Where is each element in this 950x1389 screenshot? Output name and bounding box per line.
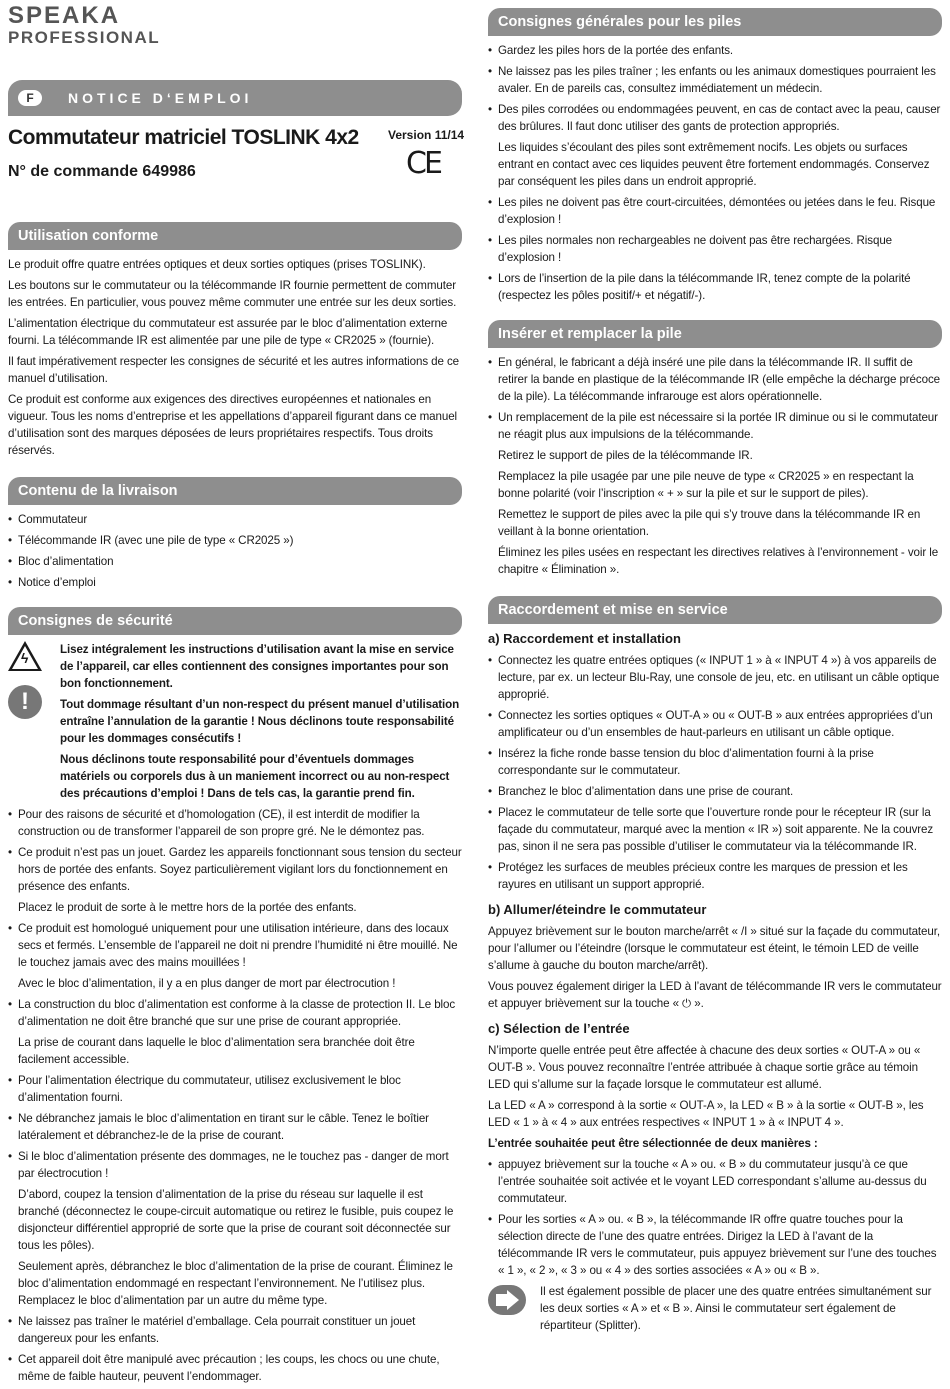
exclamation-icon: !	[8, 685, 42, 719]
section-heading: Raccordement et mise en service	[488, 596, 942, 624]
bold-paragraph: L’entrée souhaitée peut être sélectionnée de deux manières :	[488, 1137, 818, 1150]
list-item: • Ce produit n’est pas un jouet. Gardez les appareils fonctionnant sous tension du secteur hors de portée des enfants. Soyez particulièrement vigilant lors du fonctionnement en présence des enfants.	[8, 844, 462, 895]
notice-banner	[8, 80, 462, 116]
list-item: • Pour les sorties « A » ou. « B », la télécommande IR offre quatre touches pour la sélection directe de l’une des quatre entrées. Dirigez la LED à l’avant de la télécommande IR vers le commutateur, puis appuyez brièvement sur l’une des touches « 1 », « 2 », « 3 » ou « 4 » des sorties associées « A » ou « B ».	[488, 1211, 942, 1279]
list-item: • Commutateur	[8, 511, 462, 528]
list-item: • Un remplacement de la pile est nécessaire si la portée IR diminue ou si le commutateur ne réagit plus aux impulsions de la télécommande.	[488, 409, 942, 443]
list-item: • Connectez les sorties optiques « OUT-A » ou « OUT-B » aux entrées appropriées d’un amplificateur ou d’un ensembles de haut-parleurs en utilisant un câble optique.	[488, 707, 942, 741]
paragraph: Seulement après, débranchez le bloc d’alimentation de la prise de courant. Éliminez le bloc d’alimentation endommagé en respectant l’environnement. Ne l’utilisez plus. Remplacez le bloc d’alimentation par un autre du même type.	[18, 1260, 453, 1307]
list-item: • Pour des raisons de sécurité et d’homologation (CE), il est interdit de modifier la construction ou de transformer l’appareil de son propre gré. Ne le démontez pas.	[8, 806, 462, 840]
list-item: • Protégez les surfaces de meubles précieux contre les marques de pression et les rayures en utilisant un support approprié.	[488, 859, 942, 893]
selection-list	[488, 1156, 942, 1279]
version-label: Version 11/14	[388, 128, 465, 142]
subheading: c) Sélection de l’entrée	[488, 1021, 630, 1036]
notice-title: NOTICE D‘EMPLOI	[68, 90, 253, 106]
paragraph: Retirez le support de piles de la télécommande IR.	[498, 449, 753, 462]
connection-list	[488, 652, 942, 893]
subheading: a) Raccordement et installation	[488, 631, 681, 646]
paragraph: Appuyez brièvement sur le bouton marche/arrêt « /I » situé sur la façade du commutateur, pour l’allumer ou l’éteindre (lorsque le commutateur est éteint, le témoin LED de veille s’allume à gauche du bouton marche/arrêt).	[488, 925, 940, 972]
list-item: • En général, le fabricant a déjà inséré une pile dans la télécommande IR. Il suffit de retirer la bande en plastique de la télécommande IR (elle empêche la décharge précoce de la pile). La télécommande infrarouge est alors opérationnelle.	[488, 354, 942, 405]
section-heading: Consignes générales pour les piles	[488, 8, 942, 36]
list-item: • La construction du bloc d’alimentation est conforme à la classe de protection II. Le bloc d’alimentation ne doit être branché que sur une prise de courant appropriée.	[8, 996, 462, 1030]
warning-text: Lisez intégralement les instructions d’utilisation avant la mise en service de l’appareil, car elles contiennent des consignes importantes pour son bon fonctionnement.	[60, 643, 454, 690]
list-item: • Notice d’emploi	[8, 574, 462, 591]
right-column	[488, 8, 942, 1338]
paragraph: Avec le bloc d’alimentation, il y a en plus danger de mort par électrocution !	[18, 977, 396, 990]
list-item: • Des piles corrodées ou endommagées peuvent, en cas de contact avec la peau, causer des brûlures. Il faut donc utiliser des gants de protection appropriés.	[488, 101, 942, 135]
section-heading: Utilisation conforme	[8, 222, 462, 250]
ce-mark-icon: CE	[406, 146, 440, 181]
paragraph: Le produit offre quatre entrées optiques et deux sorties optiques (prises TOSLINK).	[8, 258, 426, 271]
paragraph: Éliminez les piles usées en respectant les directives relatives à l’environnement - voir le chapitre « Élimination ».	[498, 546, 939, 576]
safety-list	[8, 806, 462, 895]
battery-list	[488, 42, 942, 135]
warning-text: Tout dommage résultant d’un non-respect du présent manuel d’utilisation entraîne l’annulation de la garantie ! Nous déclinons toute responsabilité pour les dommages consécutifs !	[60, 698, 460, 745]
list-item: • Ce produit est homologué uniquement pour une utilisation intérieure, dans des locaux secs et fermés. L’ensemble de l’appareil ne doit ni prendre l’humidité ni être mouillé. Ne le touchez jamais avec des mains mouillées !	[8, 920, 462, 971]
paragraph: Remplacez la pile usagée par une pile neuve de type « CR2025 » en respectant la bonne polarité (voir l’inscription « + » sur la pile et sur le support de piles).	[498, 470, 914, 500]
section-heading: Consignes de sécurité	[8, 607, 462, 635]
list-item: • Si le bloc d’alimentation présente des dommages, ne le touchez pas - danger de mort par électrocution !	[8, 1148, 462, 1182]
electric-hazard-icon: ϟ	[8, 641, 42, 671]
paragraph: La prise de courant dans laquelle le bloc d’alimentation sera branchée doit être facilement accessible.	[18, 1036, 415, 1066]
paragraph: Ce produit est conforme aux exigences des directives européennes et nationales en vigueur. Tous les noms d’entreprise et les appellations d’appareil figurant dans ce manuel d’utilisation sont des marques déposées de leurs propriétaires respectifs. Tous droits réservés.	[8, 393, 458, 457]
language-badge: F	[18, 90, 42, 106]
brand-subtitle: PROFESSIONAL	[8, 28, 161, 47]
section-heading: Contenu de la livraison	[8, 477, 462, 505]
section-heading: Insérer et remplacer la pile	[488, 320, 942, 348]
subheading: b) Allumer/éteindre le commutateur	[488, 902, 707, 917]
list-item: • appuyez brièvement sur la touche « A » ou. « B » du commutateur jusqu’à ce que l’entrée souhaitée soit activée et le voyant LED correspondant s’allume au-dessus du commutateur.	[488, 1156, 942, 1207]
list-item: • Insérez la fiche ronde basse tension du bloc d’alimentation fourni à la prise correspondante sur le commutateur.	[488, 745, 942, 779]
paragraph: L’alimentation électrique du commutateur est assurée par le bloc d’alimentation externe fourni. La télécommande IR est alimentée par une pile de type « CR2025 » (fournie).	[8, 317, 448, 347]
list-item: • Placez le commutateur de telle sorte que l’ouverture ronde pour le récepteur IR (sur la façade du commutateur, marqué avec la mention « IR ») soit apparente. Ne la couvrez pas, sinon il ne sera pas possible d’utiliser le commutateur via la télécommande IR.	[488, 804, 942, 855]
list-item: • Connectez les quatre entrées optiques (« INPUT 1 » à « INPUT 4 ») à vos appareils de lecture, par ex. un lecteur Blu-Ray, une console de jeu, etc. en utilisant un câble optique approprié.	[488, 652, 942, 703]
paragraph: Placez le produit de sorte à le mettre hors de la portée des enfants.	[18, 901, 357, 914]
warning-block	[8, 641, 462, 802]
note-block	[488, 1283, 942, 1334]
paragraph: N’importe quelle entrée peut être affectée à chacune des deux sorties « OUT-A » ou « OUT-B ». Vous pouvez reconnaître l’entrée attribuée à chaque sortie grâce au témoin LED qui s’allume sur la façade lorsque le commutateur est allumé.	[488, 1044, 921, 1091]
delivery-list	[8, 511, 462, 591]
insert-battery-list	[488, 354, 942, 443]
order-number: N° de commande 649986	[8, 163, 196, 180]
paragraph: Les boutons sur le commutateur ou la télécommande IR fournie permettent de commuter les entrées. En particulier, vous pouvez même commuter une entrée sur les deux sorties.	[8, 279, 457, 309]
note-text: Il est également possible de placer une des quatre entrées simultanément sur les deux sorties « A » et « B ». Ainsi le commutateur sert également de répartiteur (Splitter).	[540, 1285, 932, 1332]
warning-text: Nous déclinons toute responsabilité pour d’éventuels dommages matériels ou corporels dus à un maniement incorrect ou au non-respect des précautions d’emploi ! Dans de tels cas, la garantie prend fin.	[60, 753, 450, 800]
list-item: • Ne laissez pas les piles traîner ; les enfants ou les animaux domestiques pourraient les avaler. En de pareils cas, consultez immédiatement un médecin.	[488, 63, 942, 97]
list-item: • Télécommande IR (avec une pile de type « CR2025 »)	[8, 532, 462, 549]
paragraph: Vous pouvez également diriger la LED à l’avant de télécommande IR vers le commutateur et appuyer brièvement sur la touche « ⏻ ».	[488, 980, 942, 1010]
list-item: • Lors de l’insertion de la pile dans la télécommande IR, tenez compte de la polarité (respectez les pôles positif/+ et négatif/-).	[488, 270, 942, 304]
list-item: • Bloc d’alimentation	[8, 553, 462, 570]
paragraph: La LED « A » correspond à la sortie « OUT-A », la LED « B » à la sortie « OUT-B », les LED « 1 » à « 4 » aux entrées respectives « INPUT 1 » à « INPUT 4 ».	[488, 1099, 924, 1129]
list-item: • Ne laissez pas traîner le matériel d’emballage. Cela pourrait constituer un jouet dangereux pour les enfants.	[8, 1313, 462, 1347]
brand-logo: SPEAKA	[8, 2, 121, 29]
paragraph: D’abord, coupez la tension d’alimentation de la prise du réseau sur laquelle il est branché (déconnectez le coupe-circuit automatique ou retirez le fusible, puis coupez le disjoncteur différentiel approprié de sorte que la prise de courant soit déconnectée sur tous les pôles).	[18, 1188, 454, 1252]
list-item: • Branchez le bloc d’alimentation dans une prise de courant.	[488, 783, 942, 800]
paragraph: Remettez le support de piles avec la pile qui s’y trouve dans la télécommande IR en veillant à la bonne orientation.	[498, 508, 921, 538]
list-item: • Ne débranchez jamais le bloc d’alimentation en tirant sur le câble. Tenez le boîtier latéralement et débranchez-le de la prise de courant.	[8, 1110, 462, 1144]
paragraph: Il faut impérativement respecter les consignes de sécurité et les autres informations de ce manuel d’utilisation.	[8, 355, 460, 385]
list-item: • Pour l’alimentation électrique du commutateur, utilisez exclusivement le bloc d’alimentation fourni.	[8, 1072, 462, 1106]
list-item: • Les piles normales non rechargeables ne doivent pas être rechargées. Risque d’explosion !	[488, 232, 942, 266]
product-title: Commutateur matriciel TOSLINK 4x2	[8, 126, 359, 149]
list-item: • Cet appareil doit être manipulé avec précaution ; les coups, les chocs ou une chute, même de faible hauteur, peuvent l’endommager.	[8, 1351, 462, 1385]
left-column	[8, 222, 462, 1389]
list-item: • Les piles ne doivent pas être court-circuitées, démontées ou jetées dans le feu. Risque d’explosion !	[488, 194, 942, 228]
arrow-right-icon	[488, 1285, 526, 1315]
list-item: • Gardez les piles hors de la portée des enfants.	[488, 42, 942, 59]
paragraph: Les liquides s’écoulant des piles sont extrêmement nocifs. Les objets ou surfaces entrant en contact avec ces liquides peuvent être fortement endommagés. Conservez par conséquent les piles dans un endroit approprié.	[498, 141, 930, 188]
